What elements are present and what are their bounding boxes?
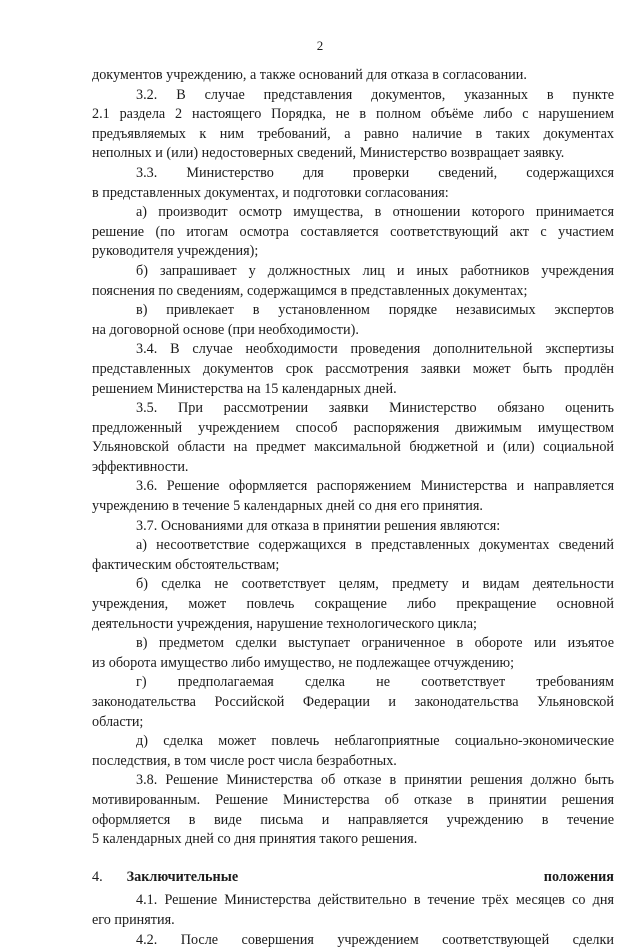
paragraph-4-1: 4.1. Решение Министерства действительно в течение трёх месяцев со дня <box>136 892 614 909</box>
text-line: в представленных документах, и подготовки согласования: <box>92 184 449 201</box>
text-line: эффективности. <box>92 458 189 475</box>
text-line: предъявляемых к ним требований, а равно наличие в таких документах <box>92 125 614 142</box>
paragraph-3-3: 3.3. Министерство для проверки сведений, содержащихся <box>136 164 614 181</box>
document-body <box>92 66 614 950</box>
section-heading <box>92 868 614 888</box>
text-line: последствия, в том числе рост числа безработных. <box>92 752 397 769</box>
text-line: учреждению в течение 5 календарных дней со дня его принятия. <box>92 498 483 515</box>
text-line: из оборота имущество либо имущество, не подлежащее отчуждению; <box>92 654 515 671</box>
paragraph-3-2: 3.2. В случае представления документов, указанных в пункте <box>136 86 614 103</box>
item-3-3-a: а) производит осмотр имущества, в отношении которого принимается <box>136 204 614 221</box>
text-line: оформляется в виде письма и направляется учреждению в течение <box>92 811 614 828</box>
section-title: Заключительные положения <box>126 868 614 885</box>
text-line: 5 календарных дней со дня принятия такого решения. <box>92 831 418 848</box>
text-line: деятельности учреждения, нарушение технологического цикла; <box>92 615 477 632</box>
text-line: решением Министерства на 15 календарных дней. <box>92 380 397 397</box>
text-line: руководителя учреждения); <box>92 243 259 260</box>
item-3-7-b: б) сделка не соответствует целям, предмету и видам деятельности <box>136 576 614 593</box>
item-3-7-d: д) сделка может повлечь неблагоприятные социально-экономические <box>136 733 614 750</box>
text-line: Ульяновской области на предмет максимальной бюджетной и (или) социальной <box>92 439 614 456</box>
text-line: решение (по итогам осмотра составляется соответствующий акт с участием <box>92 223 614 240</box>
text-line: документов учреждению, а также оснований для отказа в согласовании. <box>92 67 527 83</box>
text-line: 2.1 раздела 2 настоящего Порядка, не в полном объёме либо с нарушением <box>92 106 614 123</box>
item-3-7-a: а) несоответствие содержащихся в представленных документах сведений <box>136 537 614 554</box>
text-line: неполных и (или) недостоверных сведений, Министерство возвращает заявку. <box>92 145 565 162</box>
text-line: мотивированным. Решение Министерства об отказе в принятии решения <box>92 791 614 808</box>
item-3-7-g: г) предполагаемая сделка не соответствует требованиям <box>136 674 614 691</box>
text-line: пояснения по сведениям, содержащимся в представленных документах; <box>92 282 528 299</box>
item-3-3-b: б) запрашивает у должностных лиц и иных работников учреждения <box>136 262 614 279</box>
text-line: предложенный учреждением способ распоряжения движимым имуществом <box>92 419 614 436</box>
paragraph-3-7: 3.7. Основаниями для отказа в принятии решения являются: <box>136 517 501 534</box>
text-line: на договорной основе (при необходимости). <box>92 321 359 338</box>
paragraph-3-5: 3.5. При рассмотрении заявки Министерство обязано оценить <box>136 400 614 417</box>
text-line: учреждения, может повлечь сокращение либо прекращение основной <box>92 596 614 613</box>
paragraph-4-2: 4.2. После совершения учреждением соответствующей сделки <box>136 931 614 948</box>
paragraph-3-6: 3.6. Решение оформляется распоряжением Министерства и направляется <box>136 478 614 495</box>
text-line: его принятия. <box>92 911 175 928</box>
item-3-3-v: в) привлекает в установленном порядке независимых экспертов <box>136 302 614 319</box>
page-number: 2 <box>316 38 324 53</box>
item-3-7-v: в) предметом сделки выступает ограниченное в обороте или изъятое <box>136 635 614 652</box>
paragraph-3-8: 3.8. Решение Министерства об отказе в принятии решения должно быть <box>136 772 614 789</box>
text-line: фактическим обстоятельствам; <box>92 556 280 573</box>
text-line: законодательства Российской Федерации и законодательства Ульяновской <box>92 694 614 710</box>
text-line: области; <box>92 713 144 730</box>
section-number: 4. <box>92 868 103 885</box>
paragraph-3-4: 3.4. В случае необходимости проведения дополнительной экспертизы <box>136 341 614 358</box>
text-line: представленных документов срок рассмотрения заявки может быть продлён <box>92 360 614 377</box>
